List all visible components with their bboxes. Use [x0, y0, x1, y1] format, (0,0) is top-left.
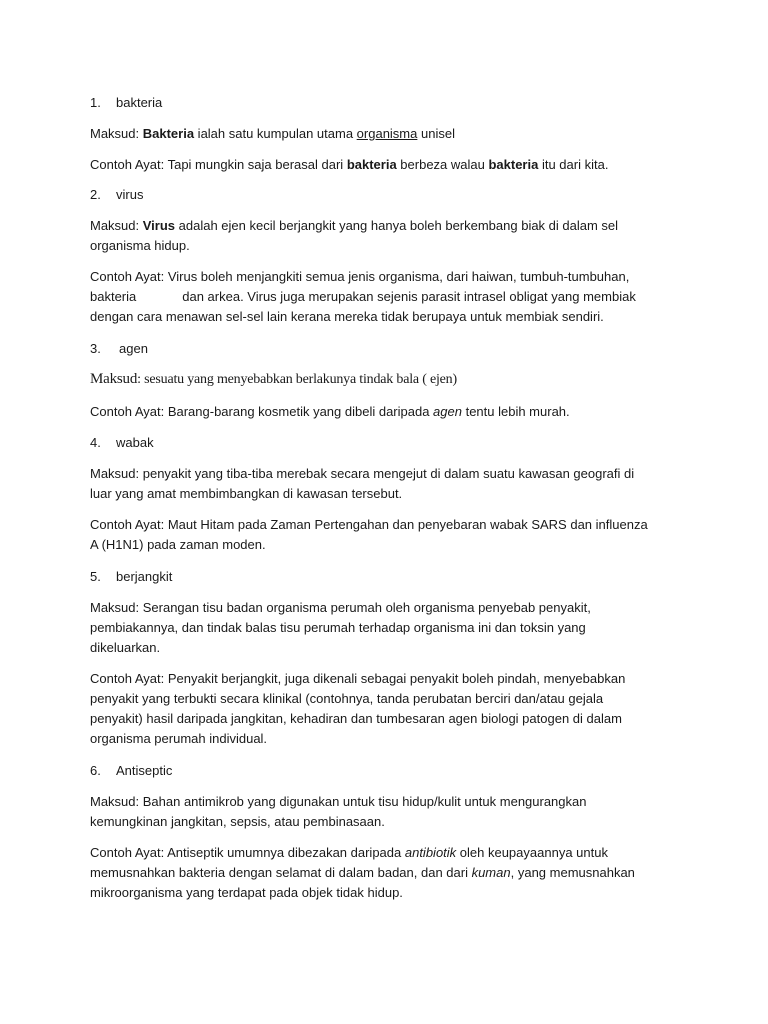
- item-heading-3: [90, 339, 690, 359]
- definition-2: Maksud: Virus adalah ejen kecil berjangkit yang hanya boleh berkembang biak di dalam sel organisma hidup.: [90, 218, 619, 253]
- example-1: Contoh Ayat: Tapi mungkin saja berasal dari bakteria berbeza walau bakteria itu dari kita.: [90, 157, 609, 172]
- example-2: Contoh Ayat: Virus boleh menjangkiti semua jenis organisma, dari haiwan, tumbuh-tumbuhan, bakteria dan arkea. Virus juga merupakan sejenis parasit intrasel obligat yang membiak dengan cara menawan sel-sel lain kerana mereka tidak berupaya untuk membiak sendiri.: [90, 269, 636, 324]
- item-number: 2.: [90, 187, 101, 202]
- definition-6: Maksud: Bahan antimikrob yang digunakan untuk tisu hidup/kulit untuk mengurangkan kemungkinan jangkitan, sepsis, atau pembinasaan.: [90, 794, 587, 829]
- item-heading-5: [90, 567, 690, 587]
- definition-1: Maksud: Bakteria ialah satu kumpulan utama organisma unisel: [90, 126, 455, 141]
- definition-4: Maksud: penyakit yang tiba-tiba merebak secara mengejut di dalam suatu kawasan geografi di luar yang amat membimbangkan di kawasan tersebut.: [90, 466, 635, 501]
- item-number: 1.: [90, 95, 101, 110]
- item-heading-4: [90, 433, 690, 453]
- item-number: 3.: [90, 341, 101, 356]
- bold-term: Bakteria: [142, 126, 195, 141]
- item-term: virus: [116, 187, 144, 202]
- item-heading-2: [90, 185, 690, 205]
- item-term: Antiseptic: [116, 763, 173, 778]
- example-5: Contoh Ayat: Penyakit berjangkit, juga dikenali sebagai penyakit boleh pindah, menyebabkan penyakit yang terbukti secara klinikal (contohnya, tanda perubatan berciri dan/atau gejala penyakit) hasil daripada jangkitan, kehadiran dan tumbesaran agen biologi patogen di dalam organisma perumah individual.: [90, 671, 626, 746]
- item-term: berjangkit: [116, 569, 173, 584]
- item-term: bakteria: [116, 95, 163, 110]
- item-term: agen: [119, 341, 148, 356]
- item-heading-1: [90, 93, 690, 113]
- example-3: Contoh Ayat: Barang-barang kosmetik yang dibeli daripada agen tentu lebih murah.: [90, 404, 570, 419]
- item-number: 6.: [90, 763, 101, 778]
- organisma-link[interactable]: organisma: [356, 126, 418, 141]
- definition-5: Maksud: Serangan tisu badan organisma perumah oleh organisma penyebab penyakit, pembiakannya, dan tindak balas tisu perumah terhadap organisma ini dan toksin yang dikeluarkan.: [90, 600, 591, 655]
- item-number: 4.: [90, 435, 101, 450]
- item-number: 5.: [90, 569, 101, 584]
- item-heading-6: [90, 761, 690, 781]
- item-term: wabak: [116, 435, 154, 450]
- definition-3: Maksud: sesuatu yang menyebabkan berlakunya tindak bala ( ejen): [90, 371, 457, 387]
- example-4: Contoh Ayat: Maut Hitam pada Zaman Pertengahan dan penyebaran wabak SARS dan influenza A (H1N1) pada zaman moden.: [90, 517, 648, 552]
- example-6: Contoh Ayat: Antiseptik umumnya dibezakan daripada antibiotik oleh keupayaannya untuk memusnahkan bakteria dengan selamat di dalam badan, dan dari kuman, yang memusnahkan mikroorganisma yang terdapat pada objek tidak hidup.: [90, 845, 635, 900]
